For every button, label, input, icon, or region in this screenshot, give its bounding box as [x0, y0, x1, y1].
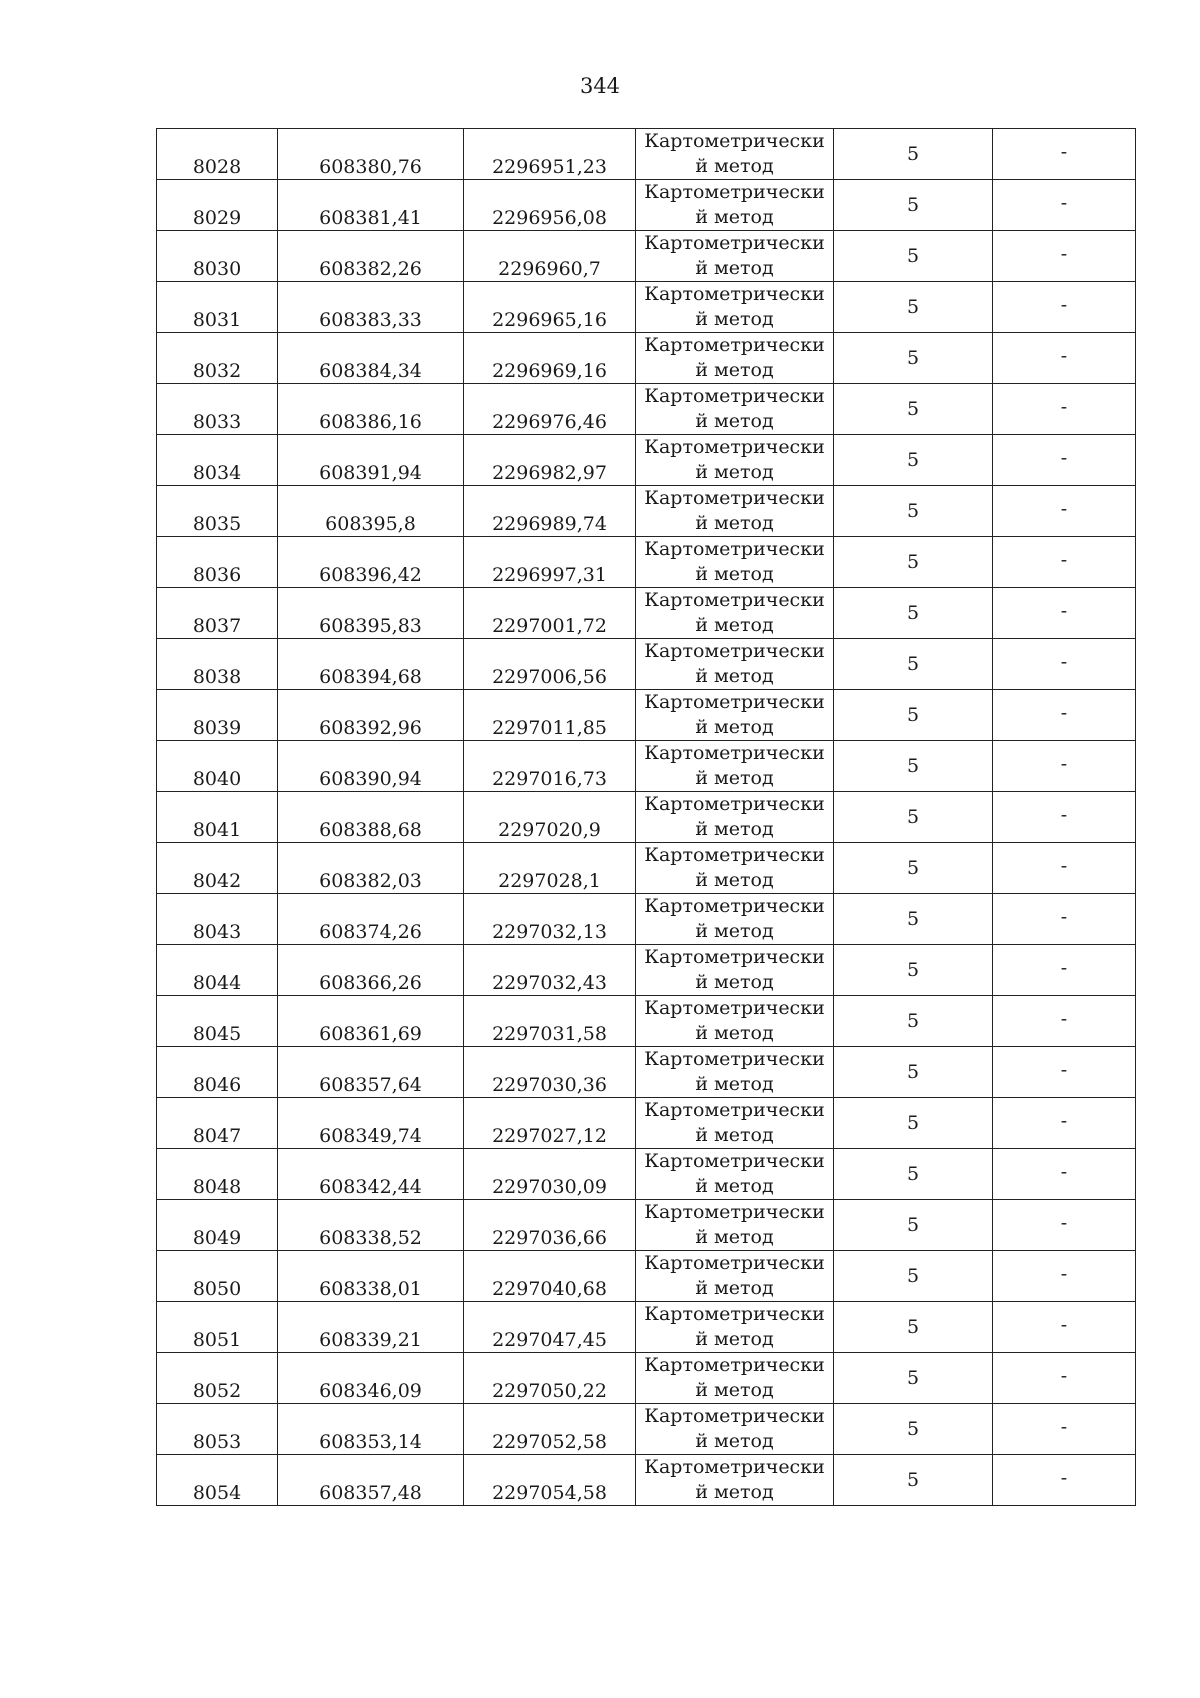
y-coordinate-cell: 2297001,72: [464, 588, 636, 639]
note-cell: -: [993, 1098, 1136, 1149]
note-cell: -: [993, 639, 1136, 690]
method-label-line2: й метод: [695, 1073, 774, 1095]
method-label-line1: Картометрически: [644, 589, 825, 611]
method-label-line1: Картометрически: [644, 1303, 825, 1325]
point-number-cell: 8043: [157, 894, 278, 945]
method-label-line1: Картометрически: [644, 487, 825, 509]
x-coordinate-cell: 608353,14: [278, 1404, 464, 1455]
note-cell: -: [993, 1251, 1136, 1302]
y-coordinate-cell: 2297032,43: [464, 945, 636, 996]
accuracy-cell: 5: [834, 435, 993, 486]
y-coordinate-cell: 2297054,58: [464, 1455, 636, 1506]
method-label-line2: й метод: [695, 920, 774, 942]
y-coordinate-cell: 2297030,09: [464, 1149, 636, 1200]
accuracy-cell: 5: [834, 1251, 993, 1302]
note-cell: -: [993, 180, 1136, 231]
method-cell: [636, 945, 834, 996]
note-cell: -: [993, 1404, 1136, 1455]
y-coordinate-cell: 2297027,12: [464, 1098, 636, 1149]
accuracy-cell: 5: [834, 639, 993, 690]
x-coordinate-cell: 608338,01: [278, 1251, 464, 1302]
y-coordinate-cell: 2297047,45: [464, 1302, 636, 1353]
y-coordinate-cell: 2296982,97: [464, 435, 636, 486]
accuracy-cell: 5: [834, 537, 993, 588]
method-cell: [636, 741, 834, 792]
y-coordinate-cell: 2296989,74: [464, 486, 636, 537]
method-cell: [636, 435, 834, 486]
point-number-cell: 8036: [157, 537, 278, 588]
method-label-line1: Картометрически: [644, 385, 825, 407]
method-label-line1: Картометрически: [644, 1354, 825, 1376]
table-row: [157, 588, 1136, 639]
accuracy-cell: 5: [834, 792, 993, 843]
method-label-line1: Картометрически: [644, 1150, 825, 1172]
accuracy-cell: 5: [834, 231, 993, 282]
table-row: [157, 231, 1136, 282]
method-label-line1: Картометрически: [644, 1048, 825, 1070]
accuracy-cell: 5: [834, 384, 993, 435]
accuracy-cell: 5: [834, 1047, 993, 1098]
note-cell: -: [993, 792, 1136, 843]
x-coordinate-cell: 608392,96: [278, 690, 464, 741]
method-label-line1: Картометрически: [644, 691, 825, 713]
coordinates-table: [156, 128, 1136, 1506]
note-cell: -: [993, 129, 1136, 180]
accuracy-cell: 5: [834, 282, 993, 333]
x-coordinate-cell: 608396,42: [278, 537, 464, 588]
method-label-line2: й метод: [695, 206, 774, 228]
table-row: [157, 486, 1136, 537]
method-label-line2: й метод: [695, 410, 774, 432]
method-cell: [636, 996, 834, 1047]
table-row: [157, 741, 1136, 792]
point-number-cell: 8048: [157, 1149, 278, 1200]
method-label-line1: Картометрически: [644, 334, 825, 356]
y-coordinate-cell: 2297028,1: [464, 843, 636, 894]
method-label-line2: й метод: [695, 308, 774, 330]
method-label-line2: й метод: [695, 512, 774, 534]
x-coordinate-cell: 608349,74: [278, 1098, 464, 1149]
table-row: [157, 537, 1136, 588]
y-coordinate-cell: 2296997,31: [464, 537, 636, 588]
method-label-line1: Картометрически: [644, 1252, 825, 1274]
method-label-line2: й метод: [695, 1175, 774, 1197]
accuracy-cell: 5: [834, 1404, 993, 1455]
method-label-line2: й метод: [695, 1481, 774, 1503]
y-coordinate-cell: 2296951,23: [464, 129, 636, 180]
method-label-line2: й метод: [695, 716, 774, 738]
table-row: [157, 996, 1136, 1047]
method-label-line2: й метод: [695, 257, 774, 279]
method-label-line1: Картометрически: [644, 640, 825, 662]
table-row: [157, 894, 1136, 945]
accuracy-cell: 5: [834, 690, 993, 741]
method-label-line2: й метод: [695, 1379, 774, 1401]
method-label-line2: й метод: [695, 767, 774, 789]
y-coordinate-cell: 2297011,85: [464, 690, 636, 741]
method-label-line1: Картометрически: [644, 1099, 825, 1121]
x-coordinate-cell: 608380,76: [278, 129, 464, 180]
accuracy-cell: 5: [834, 1455, 993, 1506]
x-coordinate-cell: 608357,64: [278, 1047, 464, 1098]
point-number-cell: 8033: [157, 384, 278, 435]
point-number-cell: 8035: [157, 486, 278, 537]
method-label-line1: Картометрически: [644, 283, 825, 305]
method-cell: [636, 129, 834, 180]
y-coordinate-cell: 2296976,46: [464, 384, 636, 435]
x-coordinate-cell: 608391,94: [278, 435, 464, 486]
point-number-cell: 8034: [157, 435, 278, 486]
note-cell: -: [993, 384, 1136, 435]
x-coordinate-cell: 608338,52: [278, 1200, 464, 1251]
method-cell: [636, 792, 834, 843]
method-cell: [636, 486, 834, 537]
x-coordinate-cell: 608384,34: [278, 333, 464, 384]
method-label-line2: й метод: [695, 971, 774, 993]
point-number-cell: 8044: [157, 945, 278, 996]
x-coordinate-cell: 608388,68: [278, 792, 464, 843]
method-label-line1: Картометрически: [644, 946, 825, 968]
method-cell: [636, 282, 834, 333]
table-row: [157, 384, 1136, 435]
note-cell: -: [993, 996, 1136, 1047]
note-cell: -: [993, 1200, 1136, 1251]
accuracy-cell: 5: [834, 333, 993, 384]
method-label-line2: й метод: [695, 563, 774, 585]
method-cell: [636, 537, 834, 588]
table-row: [157, 435, 1136, 486]
point-number-cell: 8040: [157, 741, 278, 792]
note-cell: -: [993, 1353, 1136, 1404]
method-label-line2: й метод: [695, 155, 774, 177]
accuracy-cell: 5: [834, 1098, 993, 1149]
point-number-cell: 8032: [157, 333, 278, 384]
table-row: [157, 180, 1136, 231]
note-cell: -: [993, 588, 1136, 639]
x-coordinate-cell: 608366,26: [278, 945, 464, 996]
method-label-line1: Картометрически: [644, 232, 825, 254]
table-row: [157, 282, 1136, 333]
page-number: 344: [579, 74, 621, 98]
method-cell: [636, 1047, 834, 1098]
method-cell: [636, 1353, 834, 1404]
method-label-line1: Картометрически: [644, 895, 825, 917]
point-number-cell: 8047: [157, 1098, 278, 1149]
table-row: [157, 639, 1136, 690]
x-coordinate-cell: 608390,94: [278, 741, 464, 792]
accuracy-cell: 5: [834, 996, 993, 1047]
y-coordinate-cell: 2297016,73: [464, 741, 636, 792]
x-coordinate-cell: 608357,48: [278, 1455, 464, 1506]
method-cell: [636, 843, 834, 894]
method-label-line1: Картометрически: [644, 793, 825, 815]
method-label-line1: Картометрически: [644, 436, 825, 458]
point-number-cell: 8050: [157, 1251, 278, 1302]
point-number-cell: 8053: [157, 1404, 278, 1455]
point-number-cell: 8030: [157, 231, 278, 282]
x-coordinate-cell: 608395,83: [278, 588, 464, 639]
table-row: [157, 1455, 1136, 1506]
method-label-line1: Картометрически: [644, 181, 825, 203]
table-row: [157, 1353, 1136, 1404]
note-cell: -: [993, 945, 1136, 996]
accuracy-cell: 5: [834, 588, 993, 639]
x-coordinate-cell: 608339,21: [278, 1302, 464, 1353]
point-number-cell: 8038: [157, 639, 278, 690]
note-cell: -: [993, 1302, 1136, 1353]
note-cell: -: [993, 435, 1136, 486]
note-cell: -: [993, 231, 1136, 282]
method-label-line1: Картометрически: [644, 997, 825, 1019]
table-row: [157, 792, 1136, 843]
x-coordinate-cell: 608383,33: [278, 282, 464, 333]
method-cell: [636, 1098, 834, 1149]
method-label-line1: Картометрически: [644, 1456, 825, 1478]
table-row: [157, 1302, 1136, 1353]
note-cell: -: [993, 690, 1136, 741]
method-label-line1: Картометрически: [644, 742, 825, 764]
point-number-cell: 8028: [157, 129, 278, 180]
point-number-cell: 8037: [157, 588, 278, 639]
accuracy-cell: 5: [834, 1353, 993, 1404]
y-coordinate-cell: 2297050,22: [464, 1353, 636, 1404]
method-cell: [636, 333, 834, 384]
x-coordinate-cell: 608382,26: [278, 231, 464, 282]
method-cell: [636, 639, 834, 690]
accuracy-cell: 5: [834, 1302, 993, 1353]
point-number-cell: 8046: [157, 1047, 278, 1098]
x-coordinate-cell: 608394,68: [278, 639, 464, 690]
y-coordinate-cell: 2297036,66: [464, 1200, 636, 1251]
y-coordinate-cell: 2297020,9: [464, 792, 636, 843]
note-cell: -: [993, 1455, 1136, 1506]
y-coordinate-cell: 2296956,08: [464, 180, 636, 231]
accuracy-cell: 5: [834, 129, 993, 180]
method-label-line1: Картометрически: [644, 844, 825, 866]
method-cell: [636, 1455, 834, 1506]
method-cell: [636, 1302, 834, 1353]
method-cell: [636, 1149, 834, 1200]
x-coordinate-cell: 608395,8: [278, 486, 464, 537]
table-row: [157, 945, 1136, 996]
table-row: [157, 1251, 1136, 1302]
method-label-line2: й метод: [695, 1328, 774, 1350]
point-number-cell: 8054: [157, 1455, 278, 1506]
table-row: [157, 1200, 1136, 1251]
point-number-cell: 8031: [157, 282, 278, 333]
method-cell: [636, 180, 834, 231]
method-label-line1: Картометрически: [644, 1405, 825, 1427]
x-coordinate-cell: 608386,16: [278, 384, 464, 435]
method-label-line2: й метод: [695, 614, 774, 636]
note-cell: -: [993, 894, 1136, 945]
accuracy-cell: 5: [834, 180, 993, 231]
method-cell: [636, 690, 834, 741]
note-cell: -: [993, 486, 1136, 537]
method-cell: [636, 384, 834, 435]
x-coordinate-cell: 608342,44: [278, 1149, 464, 1200]
x-coordinate-cell: 608361,69: [278, 996, 464, 1047]
note-cell: -: [993, 1047, 1136, 1098]
accuracy-cell: 5: [834, 486, 993, 537]
method-label-line2: й метод: [695, 1022, 774, 1044]
note-cell: -: [993, 843, 1136, 894]
table-row: [157, 1098, 1136, 1149]
table-row: [157, 129, 1136, 180]
point-number-cell: 8045: [157, 996, 278, 1047]
method-label-line1: Картометрически: [644, 1201, 825, 1223]
point-number-cell: 8042: [157, 843, 278, 894]
y-coordinate-cell: 2296960,7: [464, 231, 636, 282]
method-label-line2: й метод: [695, 461, 774, 483]
y-coordinate-cell: 2296965,16: [464, 282, 636, 333]
method-cell: [636, 588, 834, 639]
method-cell: [636, 1251, 834, 1302]
y-coordinate-cell: 2297006,56: [464, 639, 636, 690]
method-label-line2: й метод: [695, 1124, 774, 1146]
table-row: [157, 1149, 1136, 1200]
method-label-line1: Картометрически: [644, 130, 825, 152]
method-label-line2: й метод: [695, 1430, 774, 1452]
point-number-cell: 8051: [157, 1302, 278, 1353]
table-row: [157, 333, 1136, 384]
method-label-line2: й метод: [695, 1277, 774, 1299]
table-row: [157, 843, 1136, 894]
point-number-cell: 8049: [157, 1200, 278, 1251]
point-number-cell: 8039: [157, 690, 278, 741]
note-cell: -: [993, 741, 1136, 792]
table-body: [157, 129, 1136, 1506]
method-cell: [636, 1200, 834, 1251]
x-coordinate-cell: 608374,26: [278, 894, 464, 945]
note-cell: -: [993, 282, 1136, 333]
y-coordinate-cell: 2297052,58: [464, 1404, 636, 1455]
accuracy-cell: 5: [834, 894, 993, 945]
y-coordinate-cell: 2297031,58: [464, 996, 636, 1047]
method-label-line2: й метод: [695, 818, 774, 840]
table-row: [157, 1047, 1136, 1098]
method-label-line2: й метод: [695, 1226, 774, 1248]
y-coordinate-cell: 2297032,13: [464, 894, 636, 945]
x-coordinate-cell: 608381,41: [278, 180, 464, 231]
method-cell: [636, 894, 834, 945]
accuracy-cell: 5: [834, 1200, 993, 1251]
method-cell: [636, 1404, 834, 1455]
accuracy-cell: 5: [834, 1149, 993, 1200]
accuracy-cell: 5: [834, 741, 993, 792]
method-label-line2: й метод: [695, 869, 774, 891]
method-label-line1: Картометрически: [644, 538, 825, 560]
method-label-line2: й метод: [695, 359, 774, 381]
point-number-cell: 8041: [157, 792, 278, 843]
y-coordinate-cell: 2296969,16: [464, 333, 636, 384]
y-coordinate-cell: 2297030,36: [464, 1047, 636, 1098]
y-coordinate-cell: 2297040,68: [464, 1251, 636, 1302]
method-cell: [636, 231, 834, 282]
method-label-line2: й метод: [695, 665, 774, 687]
note-cell: -: [993, 333, 1136, 384]
point-number-cell: 8029: [157, 180, 278, 231]
note-cell: -: [993, 1149, 1136, 1200]
point-number-cell: 8052: [157, 1353, 278, 1404]
table-row: [157, 690, 1136, 741]
x-coordinate-cell: 608382,03: [278, 843, 464, 894]
accuracy-cell: 5: [834, 945, 993, 996]
table-row: [157, 1404, 1136, 1455]
accuracy-cell: 5: [834, 843, 993, 894]
note-cell: -: [993, 537, 1136, 588]
x-coordinate-cell: 608346,09: [278, 1353, 464, 1404]
